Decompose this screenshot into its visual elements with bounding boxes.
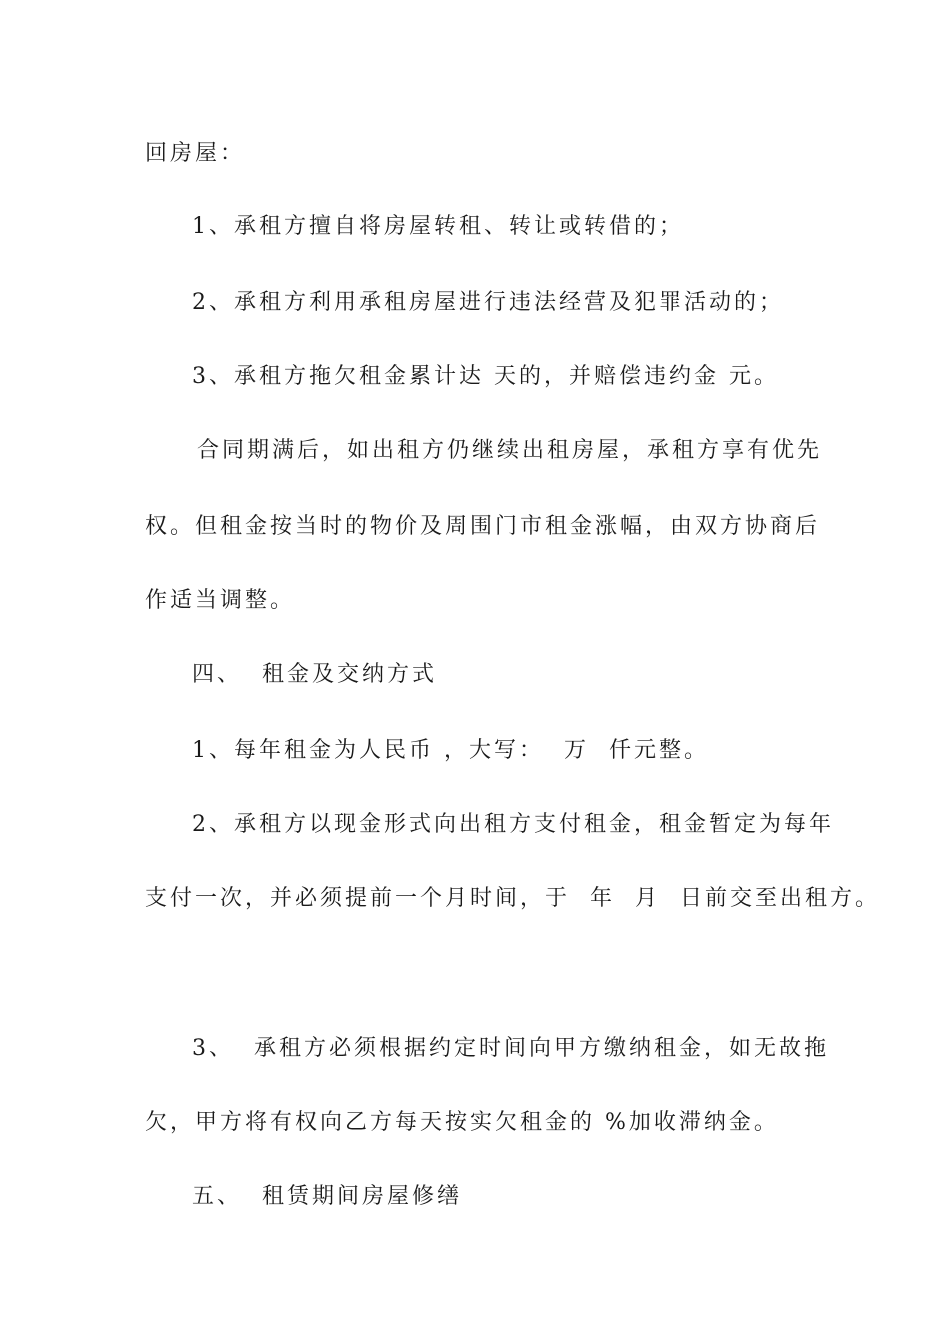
- paragraph-renewal-priority: 合同期满后，如出租方仍继续出租房屋，承租方享有优先: [197, 438, 823, 463]
- rent-clause-2-continued: 支付一次，并必须提前一个月时间，于 年 月 日前交至出租方。: [145, 886, 880, 911]
- clause-2-illegal-use: 2、承租方利用承租房屋进行违法经营及犯罪活动的；: [192, 290, 784, 315]
- rent-clause-3-late-payment: 3、 承租方必须根据约定时间向甲方缴纳租金，如无故拖: [192, 1036, 829, 1061]
- paragraph-renewal-end: 作适当调整。: [145, 588, 296, 613]
- paragraph-renewal-continued: 权。但租金按当时的物价及周围门市租金涨幅，由双方协商后: [145, 514, 821, 539]
- rent-clause-3-continued: 欠，甲方将有权向乙方每天按实欠租金的 %加收滞纳金。: [145, 1110, 779, 1135]
- clause-3-rent-arrears: 3、承租方拖欠租金累计达 天的，并赔偿违约金 元。: [192, 364, 779, 389]
- rent-clause-2-payment-method: 2、承租方以现金形式向出租方支付租金，租金暂定为每年: [192, 812, 834, 837]
- section-heading-rent-payment: 四、 租金及交纳方式: [192, 662, 437, 687]
- rent-clause-1-annual-rent: 1、每年租金为人民币 ，大写： 万 仟元整。: [192, 738, 709, 763]
- text-line-return-house: 回房屋：: [145, 141, 246, 166]
- section-heading-repairs: 五、 租赁期间房屋修缮: [192, 1184, 462, 1209]
- clause-1-sublet: 1、承租方擅自将房屋转租、转让或转借的；: [192, 214, 684, 239]
